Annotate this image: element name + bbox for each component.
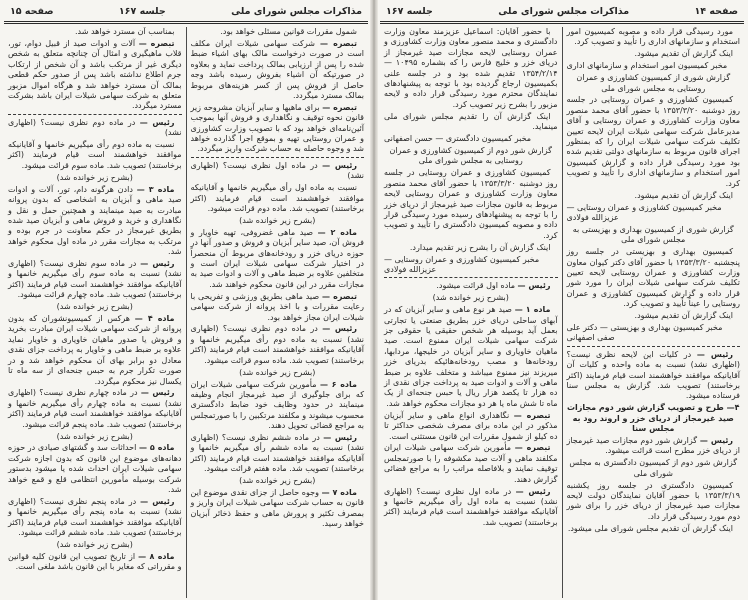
paragraph [8,259,182,301]
left-page [0,0,372,600]
column-separator [186,27,187,598]
clause-label: تبصره — [514,443,551,453]
paragraph [8,497,182,539]
right-page [376,0,748,600]
paragraph-text: شرکت سهامی شیلات ایران مکلف است در صورت درخواست مالک بهای اشیاء ضبط شده را پس از ارزیابی بمالک پرداخت نماید و بعلاوه در صورتیکه آن اشیاء بفروش رسیده باشد وجه حاصل از فروش پس از کسر هزینه‌های مربوط بمالک مسترد میگردد. [190,38,364,100]
clause-label: تبصره — [513,410,551,420]
paragraph-text: در ماده اول نظری نیست؟ (اظهاری نشد) [190,160,364,181]
paragraph [567,350,741,402]
paragraph [8,39,182,112]
paragraph-text: صید هر نوع ماهی و سایر آبزیان که در آبهای ساحلی دریای خزر بطریق صنعتی یا تجارتی بعمل آید بوسیله هر شخص حقیقی یا حقوقی جز شرکت سهامی شیلات ایران ممنوع است. صید ماهیان خاویاری و سایر آبزیان در خلیجها، مردابها، رودخانه‌ها و مصب رودخانه‌هائیکه بدریای خزر میریزند نیز ممنوع میباشد و متخلف علاوه بر ضبط ماهی و آلات و ادوات صید به پرداخت جزای نقدی از ده هزار تا یکصد هزار ریال یا حبس جنحه‌ای از یک ماه تا شش ماه یا هر دو مجازات محکوم خواهد شد. [384,305,558,408]
paragraph-text: احداثات سد و گشتهای صیادی در حوزه دهانه‌های موضوع این قانون که بدون اجازه شرکت سهامی شیلات ایران احداث شده یا میشود بدستور شرکت بوسیله مأمورین انتظامی قلع و قمع خواهد شد. [8,443,182,495]
paragraph-text: گزارش شور دوم مجازات صید غیرمجاز از دریای خزر مطرح است قرائت میشود. [566,436,740,456]
paragraph: کمیسیون کشاورزی و عمران روستایی در جلسه روز دوشنبه ۱۳۵۳/۳/۲۰ با حضور آقای محمد منصور معاون وزارت کشاورزی و عمران روستایی لایحه مربوط به قانون مجازات صید غیرمجاز از دریای خزر را با توجه به پیشنهادهای رسیده مورد رسیدگی قرار داده و مصوبه کمیسیون دادگستری را تأیید و تصویب کرد. [384,168,558,240]
paragraph [384,487,558,529]
report-title: گزارش شوری از کمیسیون کشاورزی و عمران روستایی به مجلس شورای ملی [576,73,731,93]
paragraph-text: مأمورین شرکت سهامی شیلات ایران که برای جلوگیری از صید غیرمجاز انجام وظیفه مینمایند در حدود وظایف خود ضابط دادگستری محسوب میشوند و مکلفند مرتکبین را با صورتمجلس به مراجع قضائی تحویل دهند. [190,379,364,431]
reading-note: (بشرح زیر خوانده شد) [56,431,133,441]
paragraph [8,185,182,258]
rapporteur-signature: مخبر کمیسیون بهداری و بهزیستی — دکتر علی صفی اصفهانی [566,322,723,343]
article-label: ماده ۲ — [317,227,357,237]
article-label: ماده ۳ — [136,184,175,194]
speaker-label: رئیس — [140,259,175,269]
paragraph: اینک گزارش آن تقدیم میشود. [634,190,733,200]
column-right [187,27,369,598]
paragraph-text: صید ماهی غضروفی، تهیه خاویار و فروش آن، صید سایر آبزیان و فروش و صدور آنها در حوزه دریای خزر و رودخانه‌های مربوط آن منحصراً در اختیار شرکت سهامی شیلات ایران است و متخلفین علاوه بر ضبط ماهی و آلات و ادوات صید به مجازات مقرر در این قانون محکوم خواهند شد. [190,227,364,289]
section-divider [567,346,741,347]
report-title: گزارش شوری از کمیسیون بهداری و بهزیستی به مجلس شورای ملی [572,224,734,245]
session-number: جلسه ۱۶۷ [386,6,433,17]
paragraph [384,443,558,485]
rapporteur-signature: مخبر کمیسیون دادگستری — حسن اصفهانی [384,134,532,144]
reading-note: (بشرح زیر خوانده شد) [239,476,316,486]
paragraph: با حضور آقایان: اسماعیل عزیزمند معاون وزارت دادگستری و محمد منصور معاون وزارت کشاورزی و عمران روستایی لایحه مجازات صید غیرمجاز از دریای خزر و خلیج فارس را که بشماره ۱۰۴۹۵ — ۱۳۵۴/۲/۱۴ تقدیم شده بود و در جلسه علنی بکمیسیون ارجاع گردیده بود با توجه به پیشنهادهای نمایندگان محترم مورد رسیدگی قرار داده و لایحه مزبور را بشرح زیر تصویب کرد. [384,27,558,109]
speaker-label: رئیس — [140,496,175,506]
reading-note: (بشرح زیر خوانده شد) [56,540,133,550]
agenda-heading: ۴— طرح و تصویب گزارش شور دوم مجازات صید غیرمجاز از دریای خزر و اروند رود به مجلس سنا [566,403,740,434]
paragraph [384,281,558,291]
speaker-label: رئیس — [139,117,175,127]
paragraph-text: در ماده اول نظری نیست؟ (اظهاری نشد) نسبت به ماده اول رأی میگیریم خانمها و آقایانیکه موافقند خواهشمند است قیام فرمایند (اکثر برخاستند) تصویب شد. [384,486,558,527]
paragraph [191,292,365,323]
page-header [10,3,362,20]
column-separator [562,27,563,598]
article-label: ماده ۷ — [321,488,357,498]
paragraph [191,433,365,475]
article-label: ماده ۶ — [319,379,357,389]
paragraph-text: وجوه حاصل از جزای نقدی موضوع این قانون به حساب شرکت سهامی شیلات ایران واریز و بمصرف تکثیر و پرورش ماهی و حفظ ذخائر آبزیان خواهد رسید. [190,488,364,529]
paragraph-text: در ماده دوم نظری نیست؟ (اظهاری نشد) [8,117,182,138]
column-left [4,27,186,598]
paragraph [191,103,365,155]
paragraph [191,488,365,530]
paragraph [191,39,365,101]
paragraph [191,324,365,366]
reading-note: (بشرح زیر خوانده شد) [432,293,509,303]
column-right [563,27,745,598]
paragraph: کمیسیون دادگستری در جلسه روز یکشنبه ۱۳۵۳/۳/۱۹ با حضور آقایان نمایندگان دولت لایحه مجازات صید غیرمجاز از دریای خزر را برای شور دوم مورد رسیدگی قرار داد. [566,480,740,521]
paragraph-text: در کلیات این لایحه نظری نیست؟ (اظهاری نشد) نسبت به ماده واحده و کلیات آن آقایانیکه موافقند خواهشمند است قیام فرمایند (اکثر برخاستند) تصویب شد. گزارش به مجلس سنا فرستاده میشود. [566,349,740,401]
paragraph: نسبت به ماده دوم رأی میگیریم خانمها و آقایانیکه موافقند خواهشمند است قیام فرمایند (اکثر برخاستند) تصویب شد. ماده سوم قرائت میشود. [8,140,182,170]
page-columns [4,27,368,598]
session-number: جلسه ۱۶۷ [118,6,166,17]
reading-note: (بشرح زیر خوانده شد) [56,172,133,182]
page-header [386,3,738,20]
speaker-label: رئیس — [696,349,733,359]
section-divider [191,157,365,158]
paragraph [191,161,365,182]
paragraph [8,552,182,573]
speaker-label: رئیس — [517,281,551,291]
paragraph [8,118,182,139]
column-left [380,27,562,598]
paragraph: اینک گزارش آن تقدیم میشود. [634,49,733,59]
paragraph-text: در ماده دوم نظری نیست؟ (اظهاری نشد) نسبت به ماده دوم رأی میگیریم خانمها و آقایانیکه موافقند خواهشمند است قیام فرمایند (اکثر برخاستند) تصویب شد. ماده سوم قرائت میشود. [190,324,364,365]
article-label: ماده ۸ — [138,552,175,561]
paragraph-text: ماده اول قرائت میشود. [436,281,515,291]
paragraph [384,305,558,409]
paragraph: نسبت به ماده اول رأی میگیریم خانمها و آقایانیکه موافقند خواهشمند است قیام فرمایند (اکثر برخاستند) تصویب شد. ماده دوم قرائت میشود. [190,183,364,213]
paragraph-text: در ماده ششم نظری نیست؟ (اظهاری نشد) نسبت به ماده ششم رأی میگیریم خانمها و آقایانیکه موافقند خواهشمند است قیام فرمایند (اکثر برخاستند) تصویب شد. ماده هفتم قرائت میشود. [190,433,364,474]
page-title: مذاکرات مجلس شورای ملی [231,6,362,17]
speaker-label: رئیس — [515,486,551,496]
paragraph-text: هرکس از کمیسیونشوران که بدون پروانه از شرکت سهامی شیلات ایران مبادرت بخرید و فروش یا صدور ماهیان خاویاری و خاویار نماید علاوه بر ضبط ماهی و خاویار به پرداخت جزای نقدی معادل دو برابر بهای آن محکوم خواهد شد و در صورت تکرار جرم به حبس جنحه‌ای از سه ماه تا یکسال نیز محکوم میگردد. [8,314,182,386]
speaker-label: رئیس — [699,436,734,446]
report-title: گزارش شور دوم از کمیسیون دادگستری به مجلس شورای ملی [569,458,738,478]
paragraph-text: نگاهداری انواع ماهی و سایر آبزیان مذکور در این ماده برای مصرف شخصی حداکثر تا ده کیلو از شمول مقررات این قانون مستثنی است. [384,410,558,441]
rapporteur-signature: مخبر کمیسیون کشاورزی و عمران روستایی — عزیزالله فولادی [384,254,540,274]
article-label: ماده ۱ — [514,305,551,315]
paragraph: اینک گزارش آن را بشرح زیر تقدیم میدارد. [409,242,551,252]
paragraph: کمیسیون بهداری و بهزیستی در جلسه روز پنجشنبه ۱۳۵۳/۳/۲۰ با حضور آقای دکتر کیوان معاون وزارت کشاورزی و عمران روستایی لایحه تعیین تکلیف شرکت سهامی شیلات ایران را مورد شور قرار داده و گزارش کمیسیون کشاورزی و عمران روستایی را عیناً تأیید و تصویب کرد. [566,247,740,309]
paragraph: کمیسیون کشاورزی و عمران روستایی در جلسه روز دوشنبه ۱۳۵۳/۳/۲۰ با حضور آقای محمد منصور معاون وزارت کشاورزی و عمران روستایی و آقای مدیرعامل شرکت سهامی شیلات ایران لایحه تعیین تکلیف شرکت سهامی شیلات ایران را که بمنظور اجرای قانون مربوط به سازمانهای دولتی تقدیم شده بود مورد رسیدگی قرار داده و گزارش کمیسیون امور استخدام و سازمانهای اداری را تأیید و تصویب کرد. [566,95,741,188]
paragraph-text: در ماده سوم نظری نیست؟ (اظهاری نشد) نسبت به ماده سوم رأی میگیریم خانمها و آقایانیکه موافقند خواهشمند است قیام فرمایند (اکثر برخاستند) تصویب شد. ماده چهارم قرائت میشود. [8,259,182,300]
paragraph [567,436,741,457]
clause-label: تبصره — [322,291,358,301]
page-number: صفحه ۱۵ [10,6,54,17]
speaker-label: رئیس — [322,324,357,334]
reading-note: (بشرح زیر خوانده شد) [56,302,133,312]
header-rule [4,21,368,24]
rapporteur-signature: مخبر کمیسیون امور استخدام و سازمانهای اداری [566,61,728,71]
paragraph [384,411,558,442]
paragraph: اینک گزارش آن تقدیم میشود. [634,311,733,321]
paragraph: بمناسب آن مسترد خواهد شد. [74,27,175,36]
paragraph [8,314,182,387]
paragraph [191,380,365,432]
paragraph-text: صید ماهی بطریق ورزشی و تفریحی با رعایت مقررات و با اخذ پروانه از شرکت سهامی شیلات ایران مجاز خواهد بود. [190,291,364,322]
paragraph [8,388,182,430]
page-title: مذاکرات مجلس شورای ملی [498,6,630,17]
paragraph-text: برای ماهیها و سایر آبزیان مشروحه زیر قانون نحوه توقیف و نگاهداری و فروش آنها بموجب آئین‌نامه‌ای خواهد بود که با تصویب وزارت کشاورزی و عمران روستایی تهیه و بموقع اجرا گذارده خواهد شد و وجوه حاصله به حساب شرکت واریز میگردد. [190,102,364,154]
rapporteur-signature: مخبر کمیسیون کشاورزی و عمران روستایی — عزیزالله فولادی [566,202,722,222]
paragraph-text: دادن هرگونه دام، تور، آلات و ادوات صید ماهی و آبزیان به اشخاصی که بدون پروانه مبادرت به صید مینمایند و همچنین حمل و نقل و نگاهداری و خرید و فروش ماهی و آبزیان صید شده بطریق غیرمجاز در حکم معاونت در جرم بوده و مرتکب به مجازات مقرر در ماده اول محکوم خواهد شد. [8,184,182,257]
section-divider [384,277,558,278]
paragraph: اینک گزارش آن را تقدیم مجلس شورای ملی مینماید. [384,111,558,132]
paragraph: شمول مقررات قوانین مسئلی خواهد بود. [220,27,357,36]
clause-label: تبصره — [319,38,358,48]
header-rule [380,21,744,24]
article-label: ماده ۴ — [134,314,175,324]
speaker-label: رئیس — [140,388,175,398]
paragraph [191,228,365,290]
page-columns [380,27,744,598]
speaker-label: رئیس — [322,160,358,170]
clause-label: تبصره — [138,38,175,48]
article-label: ماده ۵ — [138,443,175,453]
paragraph-text: مأمورین شرکت سهامی شیلات ایران مکلفند ماهی و آلات صید مکشوفه را با صورتمجلس توقیف نمایند و بلافاصله مراتب را به مراجع قضائی گزارش دهند. [384,443,558,484]
speaker-label: رئیس — [323,433,357,443]
section-divider [8,114,182,115]
clause-label: تبصره — [322,102,357,112]
paragraph-text: در ماده پنجم نظری نیست؟ (اظهاری نشد) نسبت به ماده پنجم رأی میگیریم خانمها و آقایانیکه موافقند خواهشمند است قیام فرمایند (اکثر برخاستند) تصویب شد. ماده ششم قرائت میشود. [8,496,182,538]
report-title: گزارش شور دوم از کمیسیون کشاورزی و عمران روستایی به مجلس شورای ملی [389,145,552,166]
reading-note: (بشرح زیر خوانده شد) [239,367,316,377]
page-number: صفحه ۱۴ [694,6,738,17]
reading-note: (بشرح زیر خوانده شد) [239,215,316,225]
paragraph-text: از تاریخ تصویب این قانون کلیه قوانین و مقرراتی که مغایر با این قانون باشد ملغی است. [8,552,182,572]
paragraph [8,443,182,495]
paragraph-text: در ماده چهارم نظری نیست؟ (اظهاری نشد) نسبت به ماده چهارم رأی میگیریم خانمها و آقایانیکه موافقند خواهشمند است قیام فرمایند (اکثر برخاستند) تصویب شد. ماده پنجم قرائت میشود. [8,388,182,429]
paragraph: مورد رسیدگی قرار داده و مصوبه کمیسیون امور استخدام و سازمانهای اداری را تأیید و تصویب کرد. [566,27,740,47]
paragraph-text: آلات و ادوات صید از قبیل دوام، تور، قلاب ماهیگیری و امثال آن چنانچه متعلق به شخص دیگری غیر از مرتکب باشد و آن شخص از ارتکاب جرم اطلاع نداشته باشد پس از صدور حکم قطعی بمالک آن مسترد خواهد شد و هرگاه اموال مزبور متعلق به شرکت سهامی شیلات ایران باشد بشرکت مسترد میگردد. [8,38,182,111]
paragraph: اینک گزارش آن تقدیم مجلس شورای ملی میشود. [567,523,733,533]
